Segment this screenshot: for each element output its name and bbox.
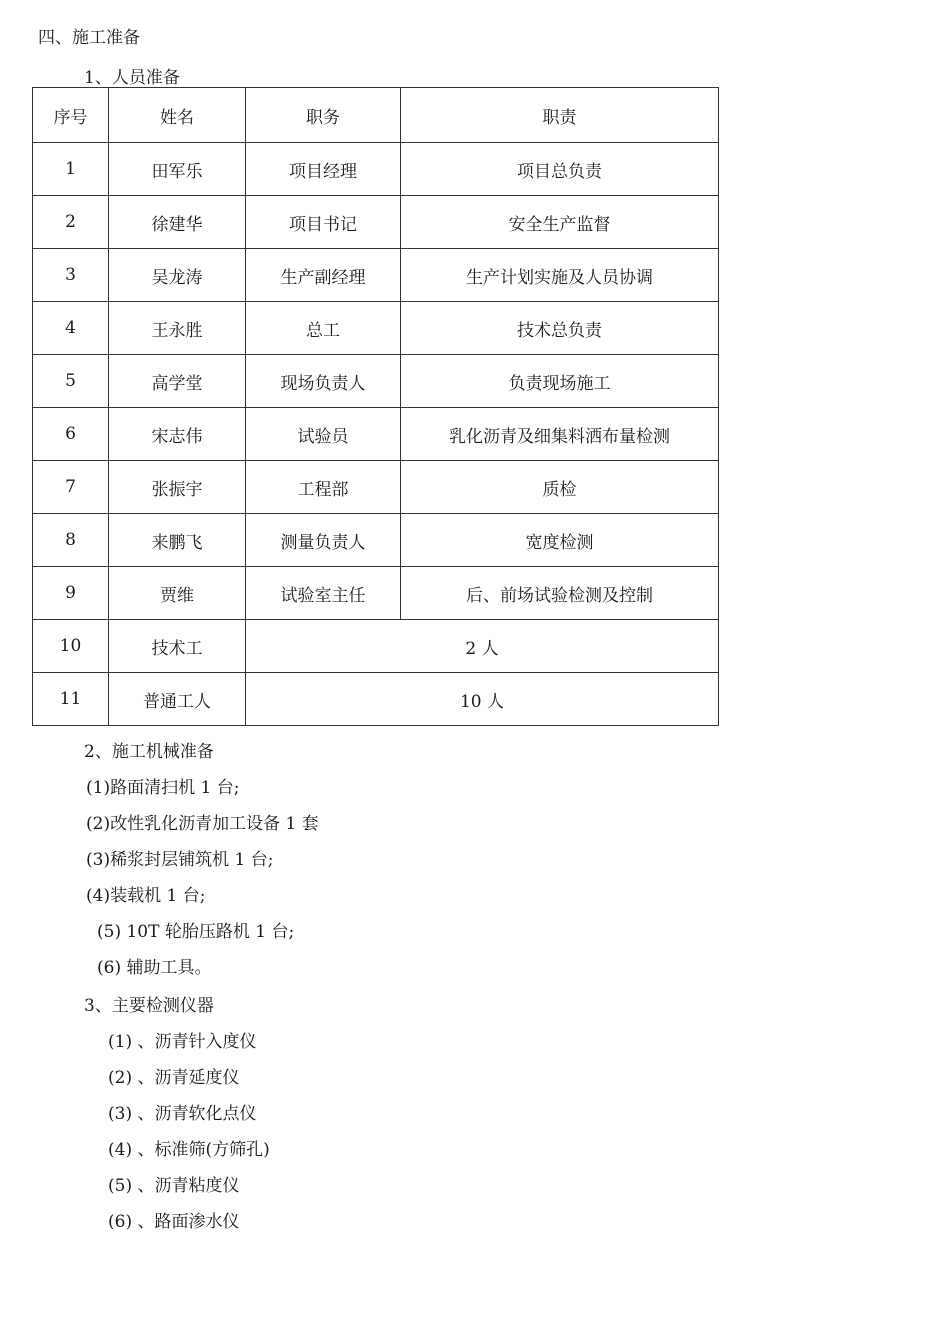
list-item: (2)改性乳化沥青加工设备 1 套	[86, 814, 319, 834]
cell-no: 8	[33, 514, 109, 567]
list-item: (1) 、沥青针入度仪	[108, 1032, 257, 1052]
cell-name: 来鹏飞	[109, 514, 246, 567]
cell-no: 3	[33, 249, 109, 302]
cell-duty: 生产计划实施及人员协调	[401, 249, 719, 302]
cell-name: 贾维	[109, 567, 246, 620]
cell-no: 6	[33, 408, 109, 461]
cell-duty: 质检	[401, 461, 719, 514]
header-name: 姓名	[109, 88, 246, 143]
summary-row	[33, 673, 719, 726]
cell-no: 1	[33, 143, 109, 196]
cell-duty: 后、前场试验检测及控制	[401, 567, 719, 620]
cell-name: 王永胜	[109, 302, 246, 355]
list-item: (1)路面清扫机 1 台;	[86, 778, 240, 798]
cell-position: 现场负责人	[246, 355, 401, 408]
cell-no: 2	[33, 196, 109, 249]
cell-no: 11	[33, 673, 109, 726]
cell-position: 项目书记	[246, 196, 401, 249]
cell-position: 试验员	[246, 408, 401, 461]
cell-no: 4	[33, 302, 109, 355]
table-row	[33, 302, 719, 355]
cell-duty: 技术总负责	[401, 302, 719, 355]
header-no: 序号	[33, 88, 109, 143]
cell-name: 宋志伟	[109, 408, 246, 461]
cell-duty: 项目总负责	[401, 143, 719, 196]
cell-name: 吴龙涛	[109, 249, 246, 302]
header-position: 职务	[246, 88, 401, 143]
cell-position: 总工	[246, 302, 401, 355]
cell-no: 7	[33, 461, 109, 514]
cell-position: 工程部	[246, 461, 401, 514]
cell-position: 测量负责人	[246, 514, 401, 567]
cell-name: 徐建华	[109, 196, 246, 249]
cell-duty: 负责现场施工	[401, 355, 719, 408]
list-item: (4) 、标准筛(方筛孔)	[108, 1140, 270, 1160]
cell-name: 普通工人	[109, 673, 246, 726]
table-row	[33, 408, 719, 461]
table-row	[33, 196, 719, 249]
cell-duty: 安全生产监督	[401, 196, 719, 249]
header-duty: 职责	[401, 88, 719, 143]
instruments-section-title: 3、主要检测仪器	[84, 996, 214, 1016]
cell-position: 试验室主任	[246, 567, 401, 620]
table-row	[33, 567, 719, 620]
list-item: (5) 10T 轮胎压路机 1 台;	[97, 922, 295, 942]
list-item: (2) 、沥青延度仪	[108, 1068, 240, 1088]
list-item: (4)装载机 1 台;	[86, 886, 206, 906]
cell-name: 技术工	[109, 620, 246, 673]
cell-no: 9	[33, 567, 109, 620]
list-item: (5) 、沥青粘度仪	[108, 1176, 240, 1196]
table-row	[33, 249, 719, 302]
list-item: (6) 辅助工具。	[97, 958, 212, 978]
summary-row	[33, 620, 719, 673]
cell-duty: 宽度检测	[401, 514, 719, 567]
list-item: (3) 、沥青软化点仪	[108, 1104, 257, 1124]
cell-duty: 乳化沥青及细集料洒布量检测	[401, 408, 719, 461]
cell-count: 2 人	[246, 620, 719, 673]
cell-no: 10	[33, 620, 109, 673]
cell-name: 高学堂	[109, 355, 246, 408]
section-heading: 四、施工准备	[38, 28, 140, 48]
table-row	[33, 514, 719, 567]
cell-position: 项目经理	[246, 143, 401, 196]
cell-count: 10 人	[246, 673, 719, 726]
staff-table	[32, 87, 719, 726]
cell-no: 5	[33, 355, 109, 408]
cell-name: 张振宇	[109, 461, 246, 514]
cell-name: 田军乐	[109, 143, 246, 196]
staff-table-header	[33, 88, 719, 143]
table-row	[33, 355, 719, 408]
table-row	[33, 461, 719, 514]
list-item: (3)稀浆封层铺筑机 1 台;	[86, 850, 274, 870]
machinery-section-title: 2、施工机械准备	[84, 742, 214, 762]
table-row	[33, 143, 719, 196]
list-item: (6) 、路面渗水仪	[108, 1212, 240, 1232]
staff-section-title: 1、人员准备	[84, 68, 180, 88]
cell-position: 生产副经理	[246, 249, 401, 302]
